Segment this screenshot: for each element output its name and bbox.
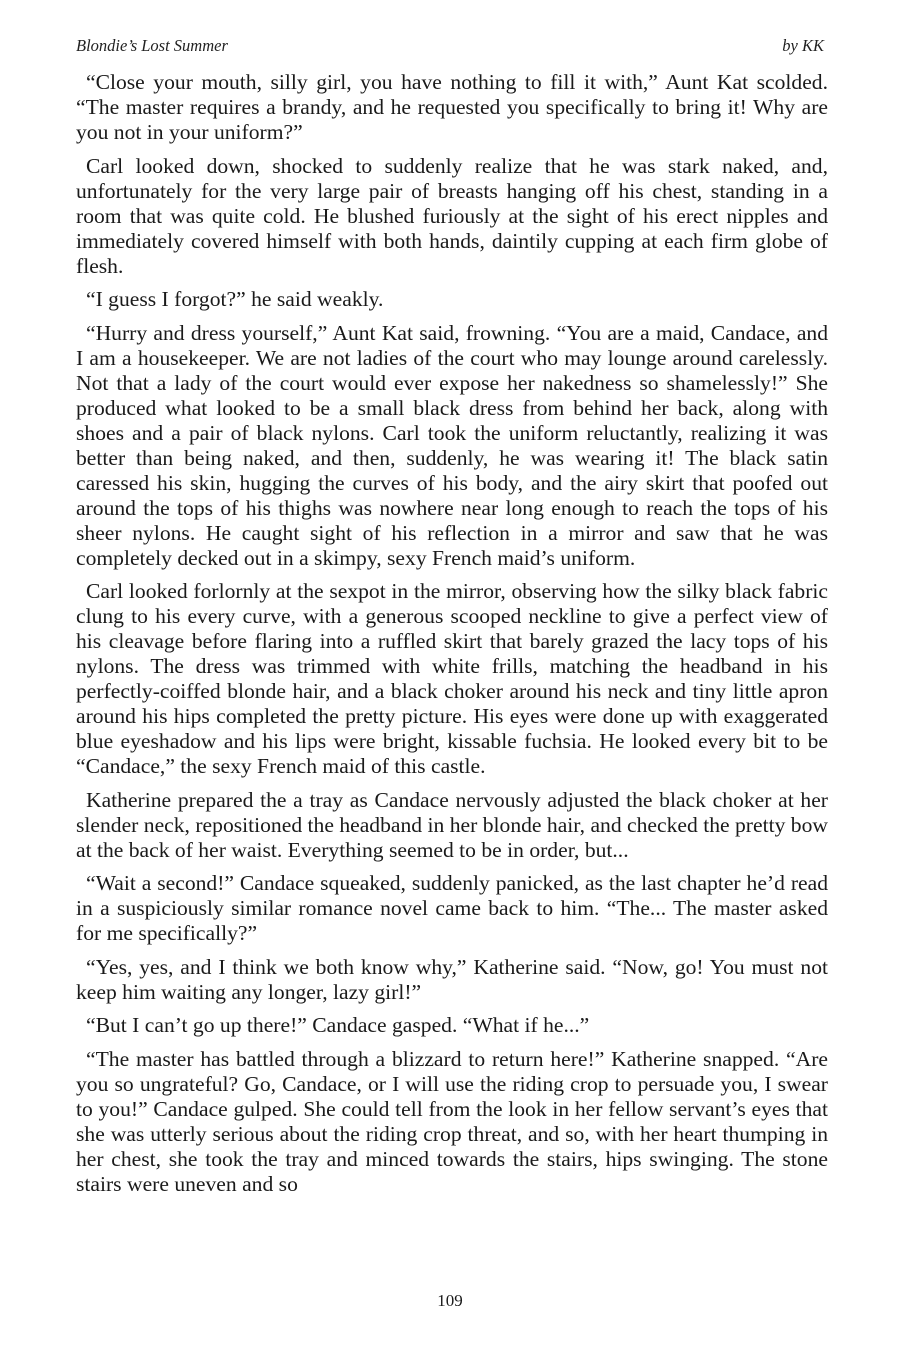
page-number: 109	[437, 1291, 463, 1310]
paragraph: “But I can’t go up there!” Candace gasped. “What if he...”	[86, 1013, 590, 1037]
paragraph: “I guess I forgot?” he said weakly.	[86, 287, 384, 311]
body-text	[76, 70, 828, 1205]
paragraph: “Wait a second!” Candace squeaked, suddenly panicked, as the last chapter he’d read in a suspiciously similar romance novel came back to him. “The... The master asked for me specifically?”	[76, 871, 828, 945]
author-credit: by KK	[782, 36, 824, 55]
paragraph: Carl looked down, shocked to suddenly realize that he was stark naked, and, unfortunately for the very large pair of breasts hanging off his chest, standing in a room that was quite cold. He blushed furiously at the sight of his erect nipples and immediately covered himself with both hands, daintily cupping at each firm globe of flesh.	[76, 153, 828, 278]
book-title: Blondie’s Lost Summer	[76, 36, 228, 55]
paragraph: Katherine prepared the a tray as Candace nervously adjusted the black choker at her slender neck, repositioned the headband in her blonde hair, and checked the pretty bow at the back of her waist. Everything seemed to be in order, but...	[76, 787, 828, 862]
paragraph: “Close your mouth, silly girl, you have nothing to fill it with,” Aunt Kat scolded. “The master requires a brandy, and he requested you specifically to bring it! Why are you not in your uniform?”	[76, 70, 828, 144]
paragraph: “Yes, yes, and I think we both know why,” Katherine said. “Now, go! You must not keep him waiting any longer, lazy girl!”	[76, 954, 828, 1004]
paragraph: Carl looked forlornly at the sexpot in the mirror, observing how the silky black fabric clung to his every curve, with a generous scooped neckline to give a perfect view of his cleavage before flaring into a ruffled skirt that barely grazed the lacy tops of his nylons. The dress was trimmed with white frills, matching the headband in his perfectly-coiffed blonde hair, and a black choker around his neck and tiny little apron around his hips completed the pretty picture. His eyes were done up with exaggerated blue eyeshadow and his lips were bright, kissable fuchsia. He looked every bit to be “Candace,” the sexy French maid of this castle.	[76, 579, 828, 778]
running-header	[76, 36, 824, 56]
paragraph: “Hurry and dress yourself,” Aunt Kat said, frowning. “You are a maid, Candace, and I am a housekeeper. We are not ladies of the court who may lounge around carelessly. Not that a lady of the court would ever expose her nakedness so shamelessly!” She produced what looked to be a small black dress from behind her back, along with shoes and a pair of black nylons. Carl took the uniform reluctantly, realizing it was better than being naked, and then, suddenly, he was wearing it! The black satin caressed his skin, hugging the curves of his body, and the airy skirt that poofed out around the tops of his thighs was nowhere near long enough to reach the tops of his sheer nylons. He caught sight of his reflection in a mirror and saw that he was completely decked out in a skimpy, sexy French maid’s uniform.	[76, 320, 828, 570]
paragraph: “The master has battled through a blizzard to return here!” Katherine snapped. “Are you so ungrateful? Go, Candace, or I will use the riding crop to persuade you, I swear to you!” Candace gulped. She could tell from the look in her fellow servant’s eyes that she was utterly serious about the riding crop threat, and so, with her heart thumping in her chest, she took the tray and minced towards the stairs, hips swinging. The stone stairs were uneven and so	[76, 1046, 828, 1196]
